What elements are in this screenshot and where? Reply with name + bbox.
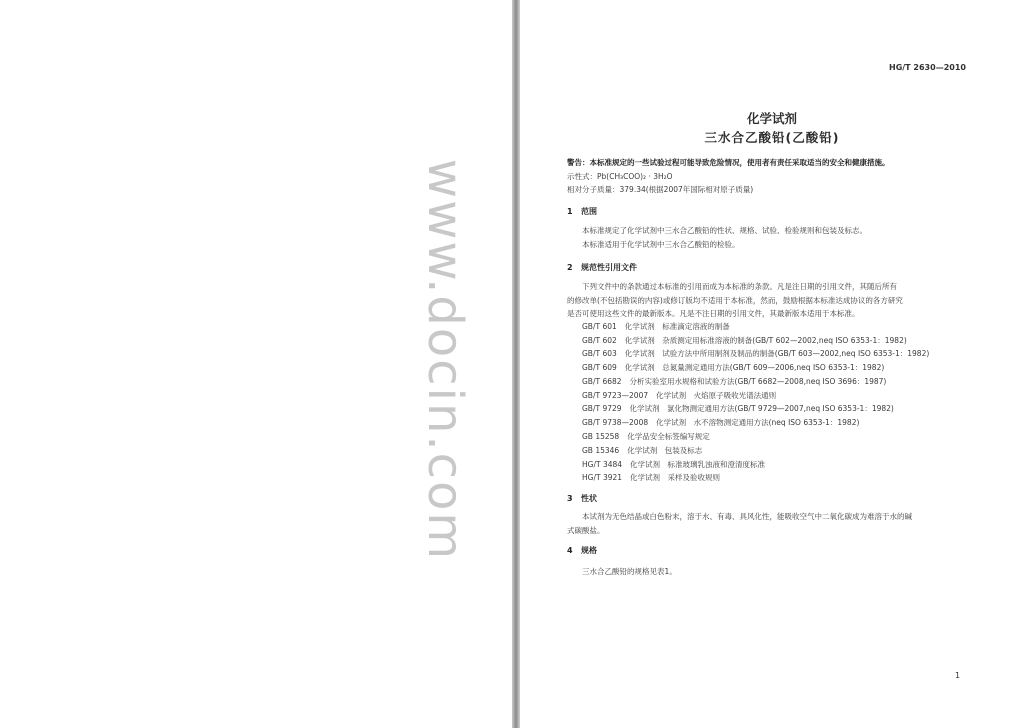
section-line: 的修改单(不包括勘误的内容)或修订版均不适用于本标准，然而，鼓励根据本标准达成协议的各方研究 — [567, 296, 903, 305]
page-number: 1 — [955, 671, 961, 680]
section-number: 2 — [567, 263, 573, 272]
section-line: 本标准规定了化学试剂中三水合乙酸铅的性状、规格、试验、检验规则和包装及标志。 — [582, 226, 867, 235]
reference-code: GB/T 601 — [582, 322, 617, 331]
title-line-2: 三水合乙酸铅(乙酸铅) — [704, 130, 840, 145]
watermark-text: www.docin.com — [417, 158, 473, 562]
section-heading — [567, 546, 597, 556]
section-title: 范围 — [581, 207, 597, 216]
section-title: 规范性引用文件 — [581, 263, 637, 272]
reference-code: GB/T 6682 — [582, 377, 622, 386]
warning-text: 警告：本标准规定的一些试验过程可能导致危险情况，使用者有责任采取适当的安全和健康措施。 — [567, 158, 890, 167]
reference-code: GB 15258 — [582, 432, 620, 441]
title-line-1: 化学试剂 — [746, 111, 797, 126]
reference-title: 化学试剂 火焰原子吸收光谱法通则 — [656, 391, 777, 400]
section-title: 性状 — [581, 494, 597, 503]
reference-title: 化学试剂 试验方法中所用制剂及制品的制备(GB/T 603—2002,neq ISO 6353-1：1982) — [624, 349, 930, 358]
section-line: 本标准适用于化学试剂中三水合乙酸铅的检验。 — [582, 240, 740, 249]
reference-item — [582, 391, 776, 401]
section-number: 4 — [567, 546, 573, 555]
section-line: 下列文件中的条款通过本标准的引用而成为本标准的条款。凡是注日期的引用文件，其随后所有 — [582, 282, 897, 291]
section-line: 是否可使用这些文件的最新版本。凡是不注日期的引用文件，其最新版本适用于本标准。 — [567, 309, 860, 318]
page-gutter — [512, 0, 520, 728]
section-number: 3 — [567, 494, 573, 503]
reference-title: 化学试剂 标准滴定溶液的制备 — [624, 322, 730, 331]
section-heading — [567, 207, 597, 217]
reference-title: 化学试剂 水不溶物测定通用方法(neq ISO 6353-1：1982) — [656, 418, 860, 427]
reference-item — [582, 322, 730, 332]
reference-item — [582, 446, 702, 456]
reference-code: GB 15346 — [582, 446, 620, 455]
section-heading — [567, 263, 637, 273]
reference-item — [582, 349, 929, 359]
standard-code: HG/T 2630—2010 — [889, 63, 966, 72]
document-title — [520, 110, 1024, 147]
reference-code: GB/T 603 — [582, 349, 617, 358]
reference-item — [582, 432, 710, 442]
section-number: 1 — [567, 207, 573, 216]
reference-code: GB/T 9723—2007 — [582, 391, 649, 400]
reference-item — [582, 460, 765, 470]
reference-item — [582, 363, 884, 373]
section-line: 三水合乙酸铅的规格见表1。 — [582, 567, 677, 576]
reference-title: 化学试剂 总氮量测定通用方法(GB/T 609—2006,neq ISO 6353-1：1982) — [624, 363, 885, 372]
section-line: 本试剂为无色结晶或白色粉末，溶于水、有毒、具风化性，能吸收空气中二氧化碳成为难溶于水的碱 — [582, 512, 912, 521]
section-heading — [567, 494, 597, 504]
reference-title: 分析实验室用水规格和试验方法(GB/T 6682—2008,neq ISO 3696：1987) — [629, 377, 887, 386]
reference-code: GB/T 9729 — [582, 404, 622, 413]
formula-text: 示性式：Pb(CH₃COO)₂ · 3H₂O — [567, 172, 673, 181]
section-title: 规格 — [581, 546, 597, 555]
reference-title: 化学试剂 标准玻璃乳浊液和澄清度标准 — [630, 460, 766, 469]
reference-item — [582, 473, 720, 483]
reference-code: GB/T 9738—2008 — [582, 418, 649, 427]
reference-title: 化学试剂 杂质测定用标准溶液的制备(GB/T 602—2002,neq ISO 6353-1：1982) — [624, 336, 907, 345]
reference-title: 化学试剂 包装及标志 — [627, 446, 703, 455]
reference-item — [582, 418, 859, 428]
reference-title: 化学试剂 氯化物测定通用方法(GB/T 9729—2007,neq ISO 6353-1：1982) — [629, 404, 894, 413]
reference-item — [582, 336, 907, 346]
reference-item — [582, 377, 886, 387]
reference-code: GB/T 602 — [582, 336, 617, 345]
section-line: 式碳酸盐。 — [567, 526, 605, 535]
reference-item — [582, 404, 894, 414]
reference-code: HG/T 3484 — [582, 460, 623, 469]
reference-code: HG/T 3921 — [582, 473, 623, 482]
molecular-mass-text: 相对分子质量：379.34(根据2007年国际相对原子质量) — [567, 185, 754, 194]
reference-code: GB/T 609 — [582, 363, 617, 372]
reference-title: 化学试剂 采样及验收规则 — [630, 473, 721, 482]
reference-title: 化学品安全标签编写规定 — [627, 432, 710, 441]
